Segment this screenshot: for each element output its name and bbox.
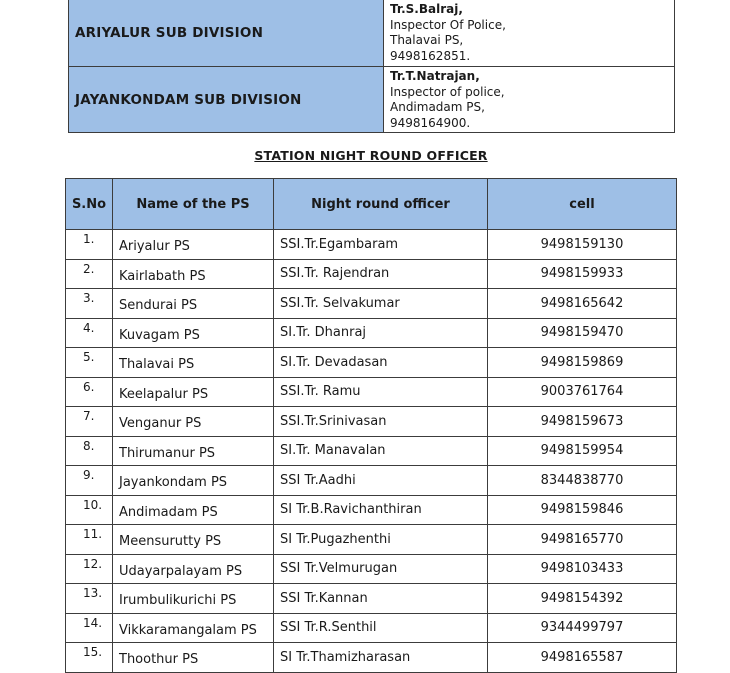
row-ps-name: Ariyalur PS	[113, 230, 274, 260]
row-officer: SI Tr.B.Ravichanthiran	[274, 495, 488, 525]
table-row	[66, 259, 677, 289]
table-row	[66, 613, 677, 643]
row-sno: 5.	[66, 348, 113, 378]
row-ps-name: Vikkaramangalam PS	[113, 613, 274, 643]
row-sno: 8.	[66, 436, 113, 466]
row-officer: SSI.Tr. Ramu	[274, 377, 488, 407]
row-cell: 9498159673	[488, 407, 677, 437]
row-cell: 9498165587	[488, 643, 677, 673]
row-sno: 3.	[66, 289, 113, 319]
header-cell: cell	[488, 179, 677, 230]
row-ps-name: Andimadam PS	[113, 495, 274, 525]
sub-division-name: ARIYALUR SUB DIVISION	[69, 0, 384, 67]
row-ps-name: Udayarpalayam PS	[113, 554, 274, 584]
table-row	[66, 466, 677, 496]
header-ps: Name of the PS	[113, 179, 274, 230]
officer-station: Thalavai PS,	[390, 33, 464, 47]
night-round-table	[65, 178, 677, 673]
section-heading: STATION NIGHT ROUND OFFICER	[254, 148, 488, 163]
row-sno: 7.	[66, 407, 113, 437]
row-cell: 9003761764	[488, 377, 677, 407]
row-officer: SSI Tr.Kannan	[274, 584, 488, 614]
row-ps-name: Keelapalur PS	[113, 377, 274, 407]
table-row	[66, 407, 677, 437]
table-row	[66, 525, 677, 555]
row-cell: 9498165770	[488, 525, 677, 555]
row-sno: 10.	[66, 495, 113, 525]
row-officer: SSI Tr.Velmurugan	[274, 554, 488, 584]
row-cell: 8344838770	[488, 466, 677, 496]
row-cell: 9344499797	[488, 613, 677, 643]
row-sno: 2.	[66, 259, 113, 289]
row-ps-name: Thoothur PS	[113, 643, 274, 673]
row-officer: SI.Tr. Manavalan	[274, 436, 488, 466]
row-sno: 4.	[66, 318, 113, 348]
table-row	[66, 436, 677, 466]
officer-name: Tr.S.Balraj,	[390, 2, 463, 16]
row-ps-name: Jayankondam PS	[113, 466, 274, 496]
row-cell: 9498159130	[488, 230, 677, 260]
sub-division-officer	[384, 67, 675, 133]
row-sno: 12.	[66, 554, 113, 584]
sub-division-officer	[384, 0, 675, 67]
header-sno: S.No	[66, 179, 113, 230]
row-cell: 9498159470	[488, 318, 677, 348]
row-officer: SI.Tr. Dhanraj	[274, 318, 488, 348]
row-cell: 9498103433	[488, 554, 677, 584]
row-sno: 6.	[66, 377, 113, 407]
row-ps-name: Irumbulikurichi PS	[113, 584, 274, 614]
table-header-row	[66, 179, 677, 230]
officer-phone: 9498164900.	[390, 115, 471, 130]
officer-name: Tr.T.Natrajan,	[390, 69, 480, 83]
table-row	[66, 584, 677, 614]
table-row	[66, 348, 677, 378]
table-body	[66, 230, 677, 673]
table-row	[66, 554, 677, 584]
row-sno: 15.	[66, 643, 113, 673]
header-officer: Night round officer	[274, 179, 488, 230]
row-officer: SI Tr.Thamizharasan	[274, 643, 488, 673]
row-sno: 9.	[66, 466, 113, 496]
sub-division-row	[69, 67, 675, 133]
row-cell: 9498159954	[488, 436, 677, 466]
row-sno: 14.	[66, 613, 113, 643]
row-cell: 9498165642	[488, 289, 677, 319]
row-ps-name: Kairlabath PS	[113, 259, 274, 289]
row-sno: 1.	[66, 230, 113, 260]
row-cell: 9498159933	[488, 259, 677, 289]
row-cell: 9498159846	[488, 495, 677, 525]
row-cell: 9498154392	[488, 584, 677, 614]
row-ps-name: Venganur PS	[113, 407, 274, 437]
row-ps-name: Kuvagam PS	[113, 318, 274, 348]
row-cell: 9498159869	[488, 348, 677, 378]
row-officer: SSI.Tr.Srinivasan	[274, 407, 488, 437]
row-ps-name: Sendurai PS	[113, 289, 274, 319]
table-row	[66, 230, 677, 260]
row-sno: 11.	[66, 525, 113, 555]
row-officer: SI.Tr. Devadasan	[274, 348, 488, 378]
row-ps-name: Meensurutty PS	[113, 525, 274, 555]
sub-division-name: JAYANKONDAM SUB DIVISION	[69, 67, 384, 133]
row-officer: SSI Tr.R.Senthil	[274, 613, 488, 643]
row-ps-name: Thalavai PS	[113, 348, 274, 378]
officer-phone: 9498162851.	[390, 48, 471, 63]
row-sno: 13.	[66, 584, 113, 614]
row-officer: SI Tr.Pugazhenthi	[274, 525, 488, 555]
row-ps-name: Thirumanur PS	[113, 436, 274, 466]
table-row	[66, 289, 677, 319]
officer-title: Inspector Of Police,	[390, 17, 506, 32]
table-row	[66, 377, 677, 407]
row-officer: SSI.Tr. Selvakumar	[274, 289, 488, 319]
sub-division-row	[69, 0, 675, 67]
table-row	[66, 318, 677, 348]
officer-title: Inspector of police,	[390, 84, 505, 99]
officer-station: Andimadam PS,	[390, 100, 485, 114]
row-officer: SSI.Tr.Egambaram	[274, 230, 488, 260]
table-row	[66, 643, 677, 673]
sub-division-table	[68, 0, 675, 133]
table-row	[66, 495, 677, 525]
row-officer: SSI Tr.Aadhi	[274, 466, 488, 496]
row-officer: SSI.Tr. Rajendran	[274, 259, 488, 289]
